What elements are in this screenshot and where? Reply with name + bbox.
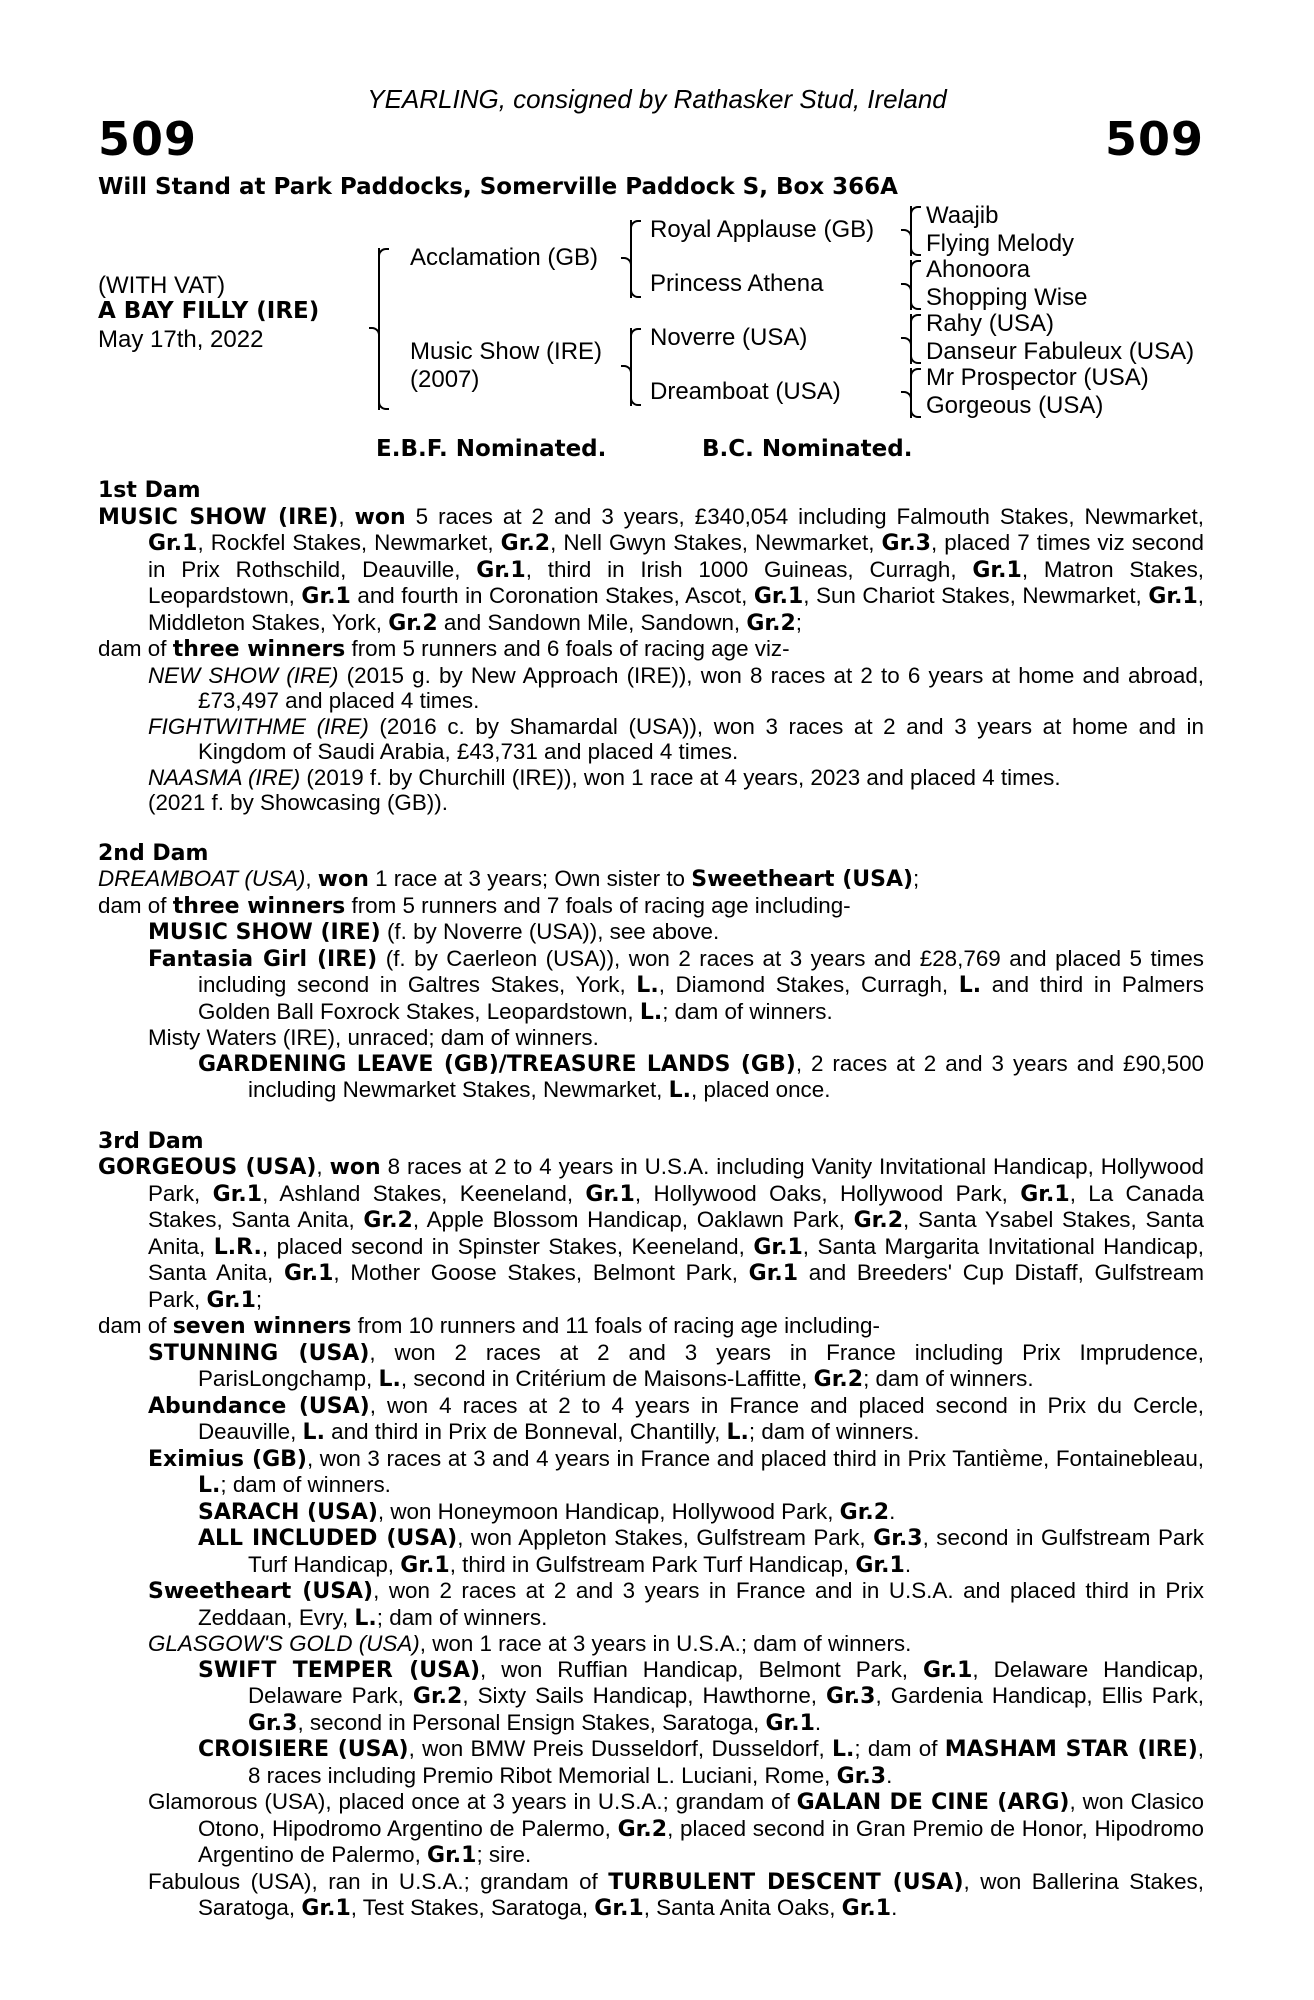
produce-row: STUNNING (USA), won 2 races at 2 and 3 years in France including Prix Imprudence, ParisLongchamp, L., second in Critérium de Maisons-Laffitte, Gr.2; dam of winners. — [148, 1339, 1205, 1392]
dam: Music Show (IRE) — [410, 338, 603, 365]
sire-sire: Royal Applause (GB) — [650, 216, 875, 243]
gg-dam-2: Shopping Wise — [926, 284, 1088, 311]
gg-sire-2: Ahonoora — [926, 256, 1031, 283]
stabling-location: Will Stand at Park Paddocks, Somerville Paddock S, Box 366A — [98, 174, 898, 200]
horse-name: A BAY FILLY (IRE) — [98, 298, 320, 324]
gg-sire-3: Rahy (USA) — [926, 310, 1055, 337]
gg-dam-3: Danseur Fabuleux (USA) — [926, 338, 1195, 365]
grandproduce-row: CROISIERE (USA), won BMW Preis Dusseldorf, Dusseldorf, L.; dam of MASHAM STAR (IRE), 8 races including Premio Ribot Memorial L. Luciani, Rome, Gr.3. — [198, 1736, 1204, 1789]
second-dam-heading: 2nd Dam — [98, 840, 209, 866]
produce-row: Sweetheart (USA), won 2 races at 2 and 3 years in France and in U.S.A. and placed third in Prix Zeddaan, Evry, L.; dam of winners. — [148, 1578, 1204, 1631]
brace-ds — [910, 314, 912, 364]
third-dam-record: GORGEOUS (USA), won 8 races at 2 to 4 years in U.S.A. including Vanity Invitational Handicap, Hollywood Park, Gr.1, Ashland Stakes, Keeneland, Gr.1, Hollywood Oaks, Hollywood Park, Gr.1, La Canada Stakes, Santa Anita, Gr.2, Apple Blossom Handicap, Oaklawn Park, Gr.2, Santa Ysabel Stakes, Santa Anita, L.R., placed second in Spinster Stakes, Keeneland, Gr.1, Santa Margarita Invitational Handicap, Santa Anita, Gr.1, Mother Goose Stakes, Belmont Park, Gr.1 and Breeders' Cup Distaff, Gulfstream Park, Gr.1; — [98, 1154, 1205, 1313]
second-dam-produce-intro: dam of three winners from 5 runners and 7 foals of racing age including- — [98, 892, 851, 919]
brace-sire — [630, 220, 632, 298]
produce-row: MUSIC SHOW (IRE) (f. by Noverre (USA)), see above. — [148, 919, 720, 945]
produce-row: NAASMA (IRE) (2019 f. by Churchill (IRE)), won 1 race at 4 years, 2023 and placed 4 times. — [148, 764, 1061, 790]
gg-dam-4: Gorgeous (USA) — [926, 392, 1104, 419]
brace-dam — [630, 328, 632, 406]
produce-row: Eximius (GB), won 3 races at 3 and 4 years in France and placed third in Prix Tantième, Fontainebleau, L.; dam of winners. — [148, 1445, 1205, 1498]
first-dam-heading: 1st Dam — [98, 478, 201, 503]
produce-row: Fantasia Girl (IRE) (f. by Caerleon (USA)), won 2 races at 3 years and £28,769 and placed 5 times including second in Galtres Stakes, York, L., Diamond Stakes, Curragh, L. and third in Palmers Golden Ball Foxrock Stakes, Leopardstown, L.; dam of winners. — [148, 945, 1205, 1025]
grandproduce-row: ALL INCLUDED (USA), won Appleton Stakes, Gulfstream Park, Gr.3, second in Gulfstream Park Turf Handicap, Gr.1, third in Gulfstream Park Turf Handicap, Gr.1. — [198, 1525, 1204, 1578]
grandproduce-row: SARACH (USA), won Honeymoon Handicap, Hollywood Park, Gr.2. — [198, 1498, 896, 1525]
produce-row: Fabulous (USA), ran in U.S.A.; grandam of TURBULENT DESCENT (USA), won Ballerina Stakes, Saratoga, Gr.1, Test Stakes, Saratoga, Gr.1, Santa Anita Oaks, Gr.1. — [148, 1868, 1204, 1921]
grandproduce-row: SWIFT TEMPER (USA), won Ruffian Handicap, Belmont Park, Gr.1, Delaware Handicap, Delaware Park, Gr.2, Sixty Sails Handicap, Hawthorne, Gr.3, Gardenia Handicap, Ellis Park, Gr.3, second in Personal Ensign Stakes, Saratoga, Gr.1. — [198, 1656, 1204, 1736]
second-dam-record: DREAMBOAT (USA), won 1 race at 3 years; Own sister to Sweetheart (USA); — [98, 866, 920, 892]
brace-dd — [910, 368, 912, 418]
sale-header: YEARLING, consigned by Rathasker Stud, Ireland — [367, 84, 947, 114]
family-record — [98, 478, 1204, 1922]
gg-sire-4: Mr Prospector (USA) — [926, 364, 1149, 391]
ebf-nomination: E.B.F. Nominated. — [376, 436, 607, 462]
dam-dam: Dreamboat (USA) — [650, 378, 841, 405]
third-dam-produce-intro: dam of seven winners from 10 runners and 11 foals of racing age including- — [98, 1313, 880, 1339]
produce-row: NEW SHOW (IRE) (2015 g. by New Approach (IRE)), won 8 races at 2 to 6 years at home and abroad, £73,497 and placed 4 times. — [148, 662, 1204, 713]
dam-year: (2007) — [410, 366, 480, 393]
gg-sire-1: Waajib — [926, 202, 999, 229]
dam-sire: Noverre (USA) — [650, 324, 808, 351]
foaling-date: May 17th, 2022 — [98, 326, 264, 353]
produce-row: GLASGOW'S GOLD (USA), won 1 race at 3 years in U.S.A.; dam of winners. — [148, 1631, 912, 1656]
produce-row: Misty Waters (IRE), unraced; dam of winners. — [148, 1025, 599, 1050]
first-dam-record: MUSIC SHOW (IRE), won 5 races at 2 and 3 years, £340,054 including Falmouth Stakes, Newmarket, Gr.1, Rockfel Stakes, Newmarket, Gr.2, Nell Gwyn Stakes, Newmarket, Gr.3, placed 7 times viz second in Prix Rothschild, Deauville, Gr.1, third in Irish 1000 Guineas, Curragh, Gr.1, Matron Stakes, Leopardstown, Gr.1 and fourth in Coronation Stakes, Ascot, Gr.1, Sun Chariot Stakes, Newmarket, Gr.1, Middleton Stakes, York, Gr.2 and Sandown Mile, Sandown, Gr.2; — [98, 503, 1205, 636]
bc-nomination: B.C. Nominated. — [702, 436, 913, 462]
produce-row: Abundance (USA), won 4 races at 2 to 4 years in France and placed second in Prix du Cercle, Deauville, L. and third in Prix de Bonneval, Chantilly, L.; dam of winners. — [148, 1392, 1204, 1445]
brace-sd — [910, 260, 912, 310]
brace-ss — [910, 206, 912, 256]
sire: Acclamation (GB) — [410, 244, 599, 271]
vat-note: (WITH VAT) — [98, 272, 226, 299]
produce-row: (2021 f. by Showcasing (GB)). — [148, 790, 448, 815]
brace-main — [378, 248, 380, 410]
lot-number-left: 509 — [98, 112, 198, 166]
sire-dam: Princess Athena — [650, 270, 824, 297]
third-dam-heading: 3rd Dam — [98, 1128, 204, 1154]
first-dam-produce-intro: dam of three winners from 5 runners and 6 foals of racing age viz- — [98, 636, 790, 662]
grandproduce-row: GARDENING LEAVE (GB)/TREASURE LANDS (GB), 2 races at 2 and 3 years and £90,500 including Newmarket Stakes, Newmarket, L., placed once. — [198, 1050, 1204, 1103]
produce-row: FIGHTWITHME (IRE) (2016 c. by Shamardal (USA)), won 3 races at 2 and 3 years at home and in Kingdom of Saudi Arabia, £43,731 and placed 4 times. — [148, 713, 1204, 764]
lot-number-right: 509 — [1104, 112, 1204, 166]
produce-row: Glamorous (USA), placed once at 3 years in U.S.A.; grandam of GALAN DE CINE (ARG), won Clasico Otono, Hipodromo Argentino de Palermo, Gr.2, placed second in Gran Premio de Honor, Hipodromo Argentino de Palermo, Gr.1; sire. — [148, 1789, 1205, 1868]
gg-dam-1: Flying Melody — [926, 230, 1075, 257]
